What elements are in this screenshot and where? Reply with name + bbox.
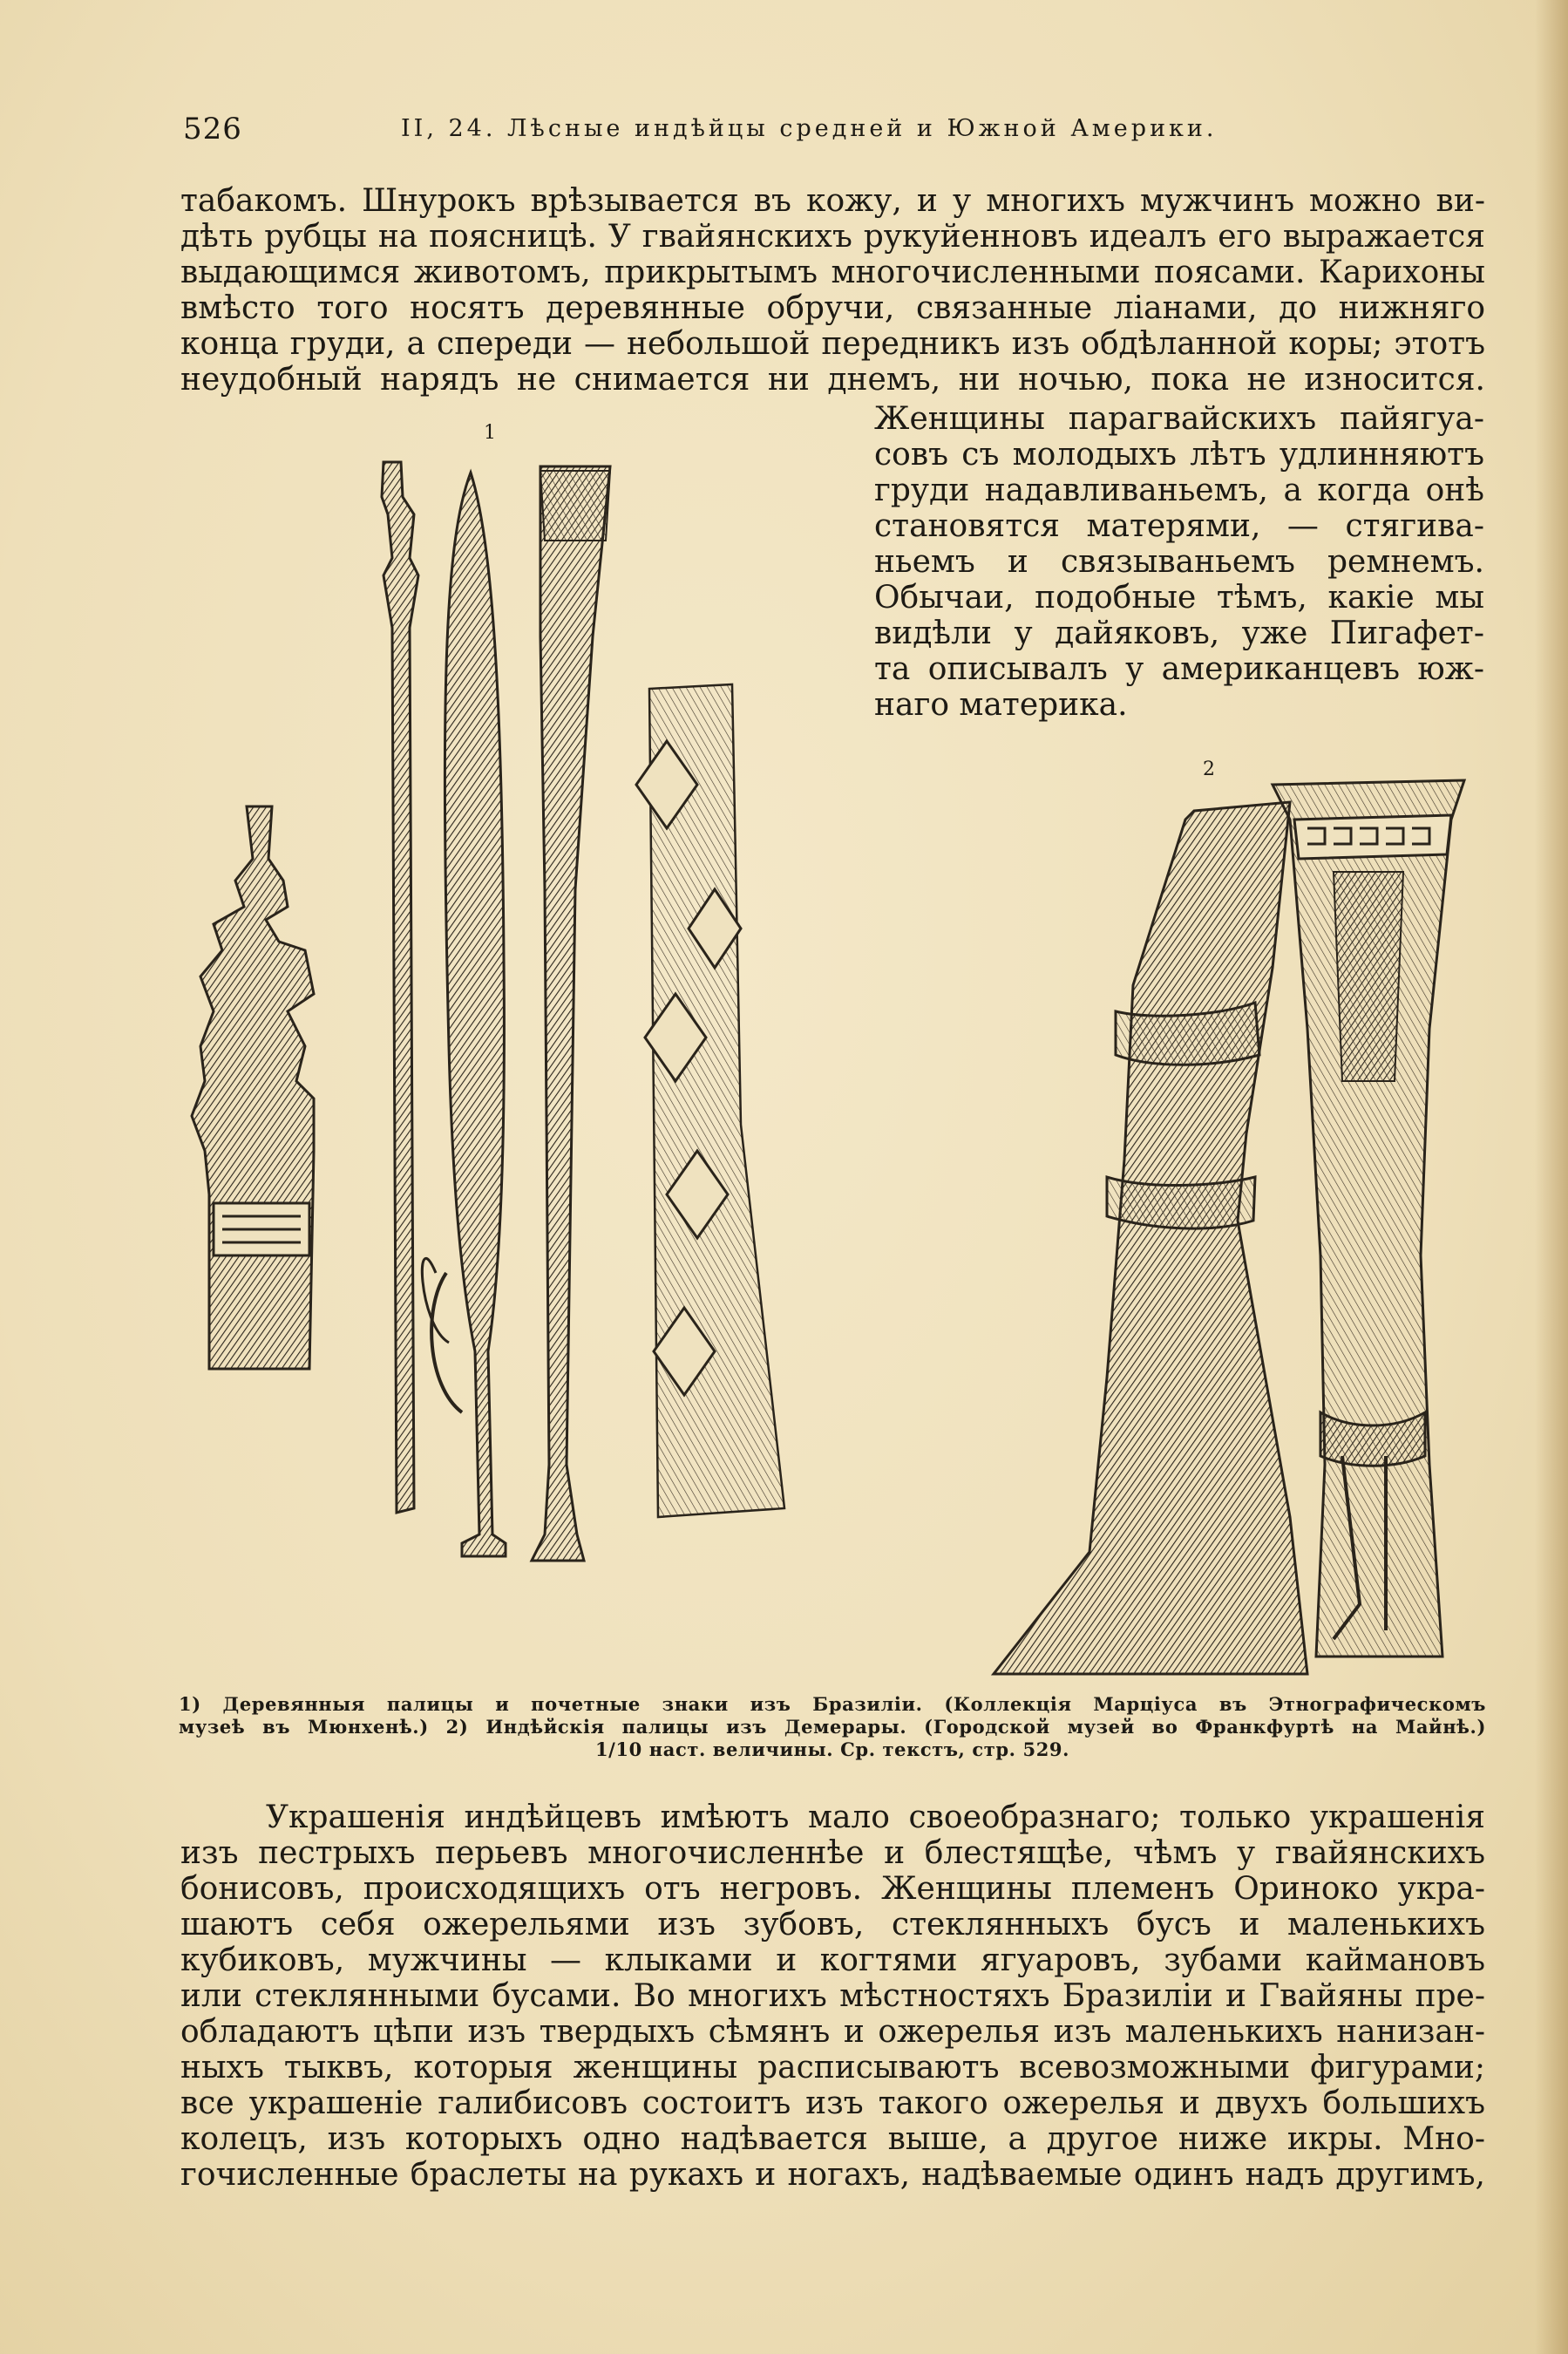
running-head: II, 24. Лѣсные индѣйцы средней и Южной Америки. [401,115,1218,142]
text-line: Женщины парагвайскихъ пайягуа- [874,401,1484,437]
text-line: колецъ, изъ которыхъ одно надѣвается выше, а другое ниже икры. Мно- [180,2121,1485,2157]
text-line: дѣть рубцы на поясницѣ. У гвайянскихъ рукуйенновъ идеалъ его выражается [180,219,1485,255]
figure-caption [179,1693,1486,1761]
text-line: или стеклянными бусами. Во многихъ мѣстностяхъ Бразиліи и Гвайяны пре- [180,1978,1485,2014]
text-line: груди надавливаньемъ, а когда онѣ [874,473,1484,508]
text-line: та описывалъ у американцевъ юж- [874,651,1484,687]
text-line: совъ съ молодыхъ лѣтъ удлинняютъ [874,437,1484,473]
club-with-binding [994,802,1307,1674]
text-line: бонисовъ, происходящихъ отъ негровъ. Женщины племенъ Ориноко укра- [180,1871,1485,1907]
figure-label-1: 1 [484,422,496,444]
broad-carved-club [532,466,610,1561]
text-line: неудобный нарядъ не снимается ни днемъ, ни ночью, пока не износится. [180,362,1485,398]
paragraph-1 [180,183,1485,398]
text-line: обладаютъ цѣпи изъ твердыхъ сѣмянъ и ожерелья изъ маленькихъ нанизан- [180,2014,1485,2050]
text-line: ныхъ тыквъ, которыя женщины расписываютъ всевозможными фигурами; [180,2050,1485,2085]
text-line: ньемъ и связываньемъ ремнемъ. [874,544,1484,580]
text-line: Украшенія индѣйцевъ имѣютъ мало своеобразнаго; только украшенія [266,1800,1485,1835]
text-line: вмѣсто того носятъ деревянные обручи, связанные ліанами, до нижняго [180,290,1485,326]
figure-2-clubs-illustration [976,767,1508,1683]
text-line: наго материка. [874,687,1128,723]
text-line: Обычаи, подобные тѣмъ, какіе мы [874,580,1484,616]
carved-staff-head [192,806,314,1369]
paragraph-2 [180,1800,1485,2193]
text-line: конца груди, а спереди — небольшой передникъ изъ обдѣланной коры; этотъ [180,326,1485,362]
caption-line: 1/10 наст. величины. Ср. текстъ, стр. 529. [594,1738,1070,1760]
text-line: становятся матерями, — стягива- [874,508,1484,544]
text-line: выдающимся животомъ, прикрытымъ многочисленными поясами. Карихоны [180,255,1485,290]
decorated-club [1273,780,1464,1657]
caption-line: музеѣ въ Мюнхенѣ.) 2) Индѣйскія палицы изъ Демерары. (Городской музей во Франкфуртѣ на Майнѣ.) [179,1716,1486,1738]
page-edge-shadow [1535,0,1568,2354]
text-line: все украшеніе галибисовъ состоитъ изъ такого ожерелья и двухъ большихъ [180,2085,1485,2121]
engraved-pattern-panel [636,684,784,1517]
paddle-club [422,473,506,1556]
text-line: табакомъ. Шнурокъ врѣзывается въ кожу, и у многихъ мужчинъ можно ви- [180,183,1485,219]
paragraph-1-side-column [874,401,1484,723]
page-number: 526 [183,112,242,146]
text-line: видѣли у дайяковъ, уже Пигафет- [874,616,1484,651]
thin-carved-staff [382,462,418,1513]
text-line: кубиковъ, мужчины — клыками и когтями ягуаровъ, зубами каймановъ [180,1942,1485,1978]
caption-line: 1) Деревянныя палицы и почетные знаки изъ Бразиліи. (Коллекція Марціуса въ Этнографическомъ [179,1693,1486,1715]
text-line: гочисленные браслеты на рукахъ и ногахъ, надѣваемые одинъ надъ другимъ, [180,2157,1485,2193]
text-line: изъ пестрыхъ перьевъ многочисленнѣе и блестящѣе, чѣмъ у гвайянскихъ [180,1835,1485,1871]
page-header [183,112,1395,146]
text-line: шаютъ себя ожерельями изъ зубовъ, стеклянныхъ бусъ и маленькихъ [180,1907,1485,1942]
figure-label-2: 2 [1203,759,1215,780]
figure-1-clubs-illustration [174,436,819,1691]
